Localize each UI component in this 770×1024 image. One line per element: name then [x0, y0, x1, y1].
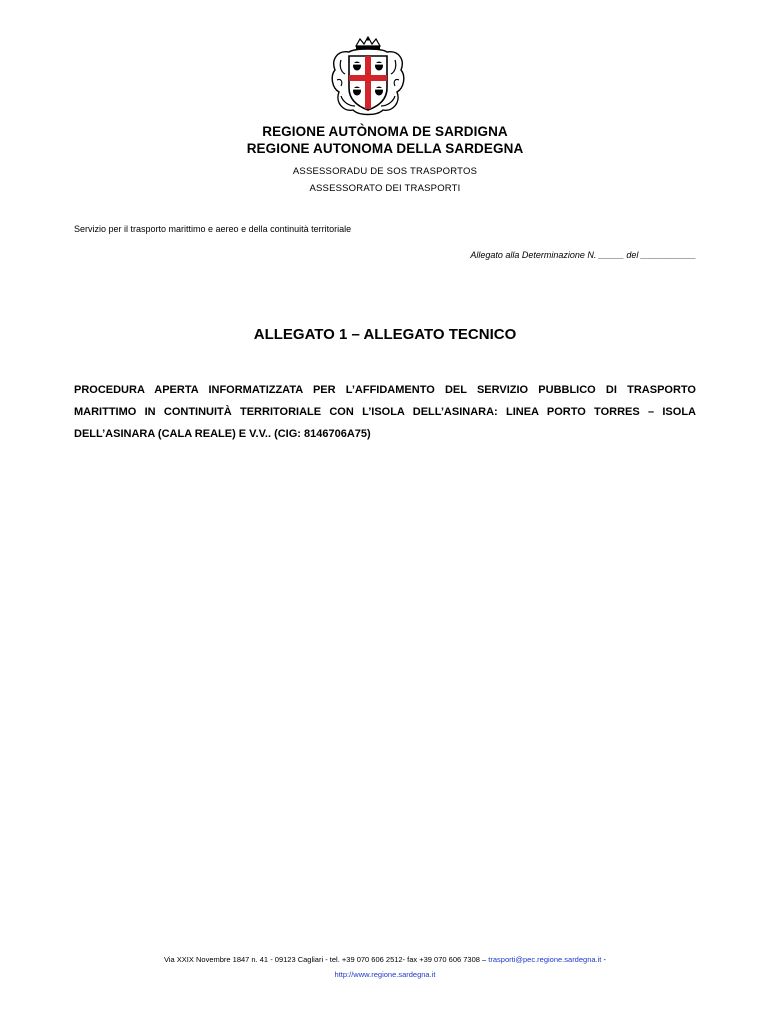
footer-address-line — [0, 955, 770, 964]
footer-address: Via XXIX Novembre 1847 n. 41 - 09123 Cagliari - tel. +39 070 606 2512- fax +39 070 606 7308 – — [164, 955, 489, 964]
sardinia-coat-of-arms-icon — [327, 36, 409, 120]
service-line: Servizio per il trasporto marittimo e aereo e della continuità territoriale — [74, 224, 352, 234]
procedure-description: PROCEDURA APERTA INFORMATIZZATA PER L’AFFIDAMENTO DEL SERVIZIO PUBBLICO DI TRASPORTO MARITTIMO IN CONTINUITÀ TERRITORIALE CON L’ISOLA DELL’ASINARA: LINEA PORTO TORRES – ISOLA DELL’ASINARA (CALA REALE) E V.V.. (CIG: 8146706A75) — [74, 384, 696, 440]
region-name-sardinian: REGIONE AUTÒNOMA DE SARDIGNA — [262, 124, 508, 139]
allegato-reference: Allegato alla Determinazione N. _____ del ___________ — [470, 250, 696, 260]
footer-website-link[interactable]: http://www.regione.sardegna.it — [334, 970, 436, 979]
department-italian: ASSESSORATO DEI TRASPORTI — [309, 183, 461, 194]
footer-website-line — [0, 970, 770, 979]
footer-email-link[interactable]: trasporti@pec.regione.sardegna.it — [488, 955, 602, 964]
document-title: ALLEGATO 1 – ALLEGATO TECNICO — [253, 326, 517, 343]
department-sardinian: ASSESSORADU DE SOS TRASPORTOS — [292, 166, 478, 177]
footer-separator: - — [601, 955, 606, 964]
region-name-italian: REGIONE AUTONOMA DELLA SARDEGNA — [246, 141, 524, 156]
